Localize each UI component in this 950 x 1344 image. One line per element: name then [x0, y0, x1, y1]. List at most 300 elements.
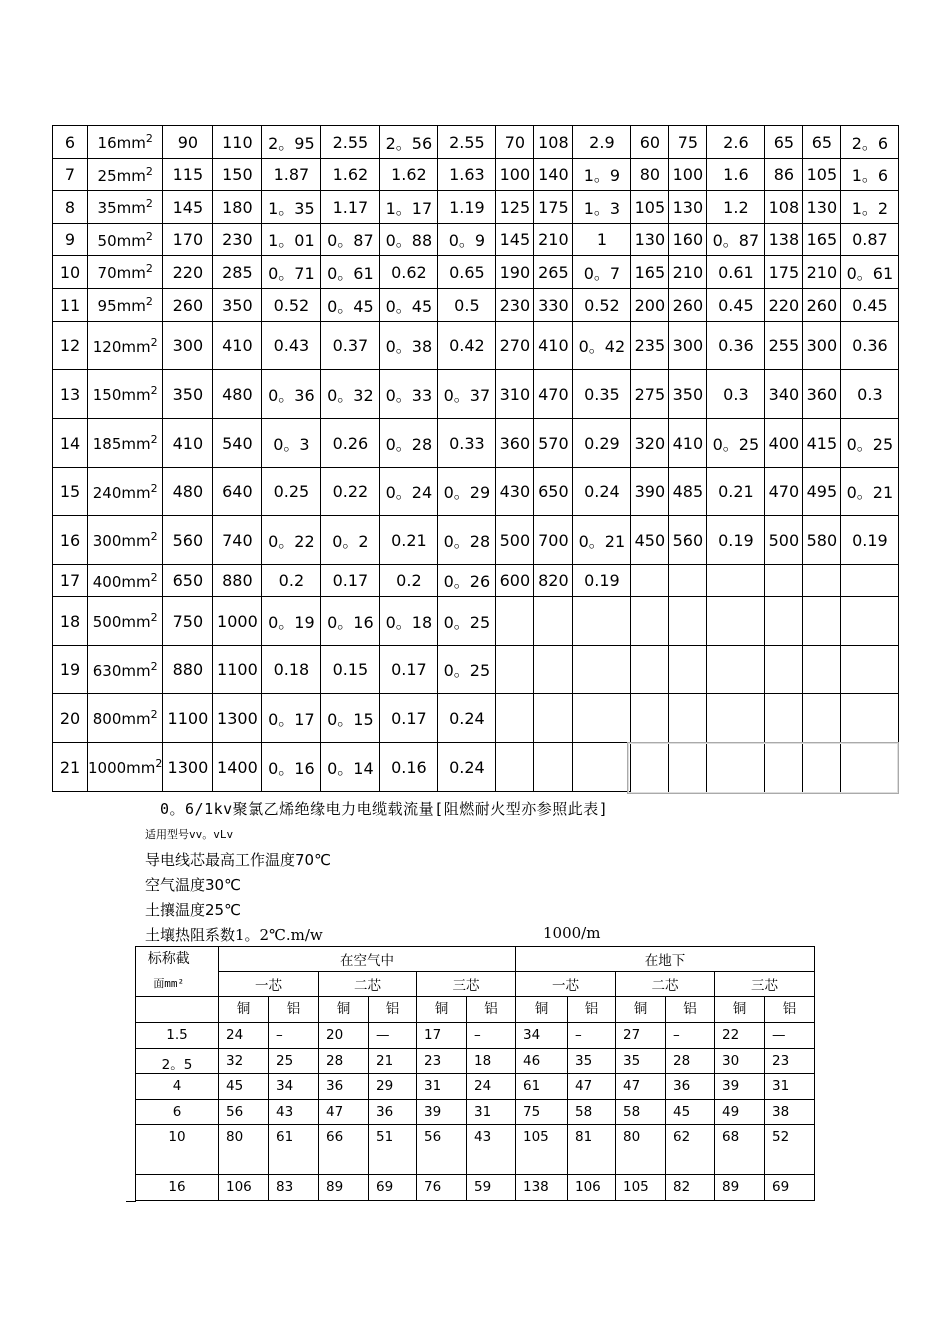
- table-cell: 0.87: [841, 224, 899, 256]
- cross-section: $300mm^2$: [88, 516, 163, 565]
- table-cell: 410: [213, 322, 262, 370]
- aluminum-header: 铝: [269, 997, 319, 1023]
- row-number: 18: [53, 597, 88, 646]
- table-cell: 1。35: [262, 191, 321, 224]
- table-cell: 560: [669, 516, 707, 565]
- copper-header: 铜: [616, 997, 666, 1023]
- row-number: 8: [53, 191, 88, 224]
- table-cell: 0.21: [380, 516, 438, 565]
- table-cell: 0.35: [573, 370, 631, 419]
- table-cell: 145: [163, 191, 213, 224]
- table-cell: 1: [573, 224, 631, 256]
- superscript-2: 2: [145, 262, 153, 275]
- table-cell: 0.61: [707, 256, 765, 289]
- row-number: 19: [53, 646, 88, 694]
- cross-section: $70mm^2$: [88, 256, 163, 289]
- table-cell: –: [467, 1023, 516, 1049]
- table-cell: 82: [666, 1175, 715, 1201]
- table-cell: —: [369, 1023, 417, 1049]
- table-cell: [803, 597, 841, 646]
- table-cell: 1300: [213, 694, 262, 743]
- table-cell: 1.62: [321, 159, 380, 191]
- table-cell: [534, 597, 573, 646]
- table-cell: 2。6: [841, 126, 899, 159]
- air-temperature: 空气温度30℃: [145, 876, 241, 894]
- upper-table-row: [53, 597, 899, 646]
- table-cell: 27: [616, 1023, 666, 1049]
- table-cell: 0。87: [707, 224, 765, 256]
- table-cell: 540: [213, 419, 262, 468]
- table-cell: 24: [467, 1074, 516, 1100]
- table-cell: [841, 597, 899, 646]
- table-cell: 0.24: [438, 694, 496, 743]
- table-cell: [841, 565, 899, 597]
- aluminum-header: 铝: [467, 997, 516, 1023]
- lower-table-body: [136, 1023, 815, 1201]
- table-cell: 34: [516, 1023, 568, 1049]
- table-cell: 190: [496, 256, 534, 289]
- table-cell: 80: [616, 1125, 666, 1175]
- table-cell: 265: [534, 256, 573, 289]
- table-cell: 170: [163, 224, 213, 256]
- table-cell: 47: [319, 1100, 369, 1125]
- table-cell: 0。61: [841, 256, 899, 289]
- table-cell: 1300: [163, 743, 213, 792]
- table-cell: 235: [631, 322, 669, 370]
- superscript-2: 2: [150, 611, 158, 624]
- superscript-2: 2: [145, 197, 153, 210]
- row-number: 13: [53, 370, 88, 419]
- upper-table-row: [53, 370, 899, 419]
- table-cell: 0.18: [262, 646, 321, 694]
- section-title: 0。6/1kv聚氯乙烯绝缘电力电缆载流量[阻燃耐火型亦参照此表]: [160, 800, 609, 818]
- aluminum-header: 铝: [765, 997, 815, 1023]
- table-cell: 0.2: [262, 565, 321, 597]
- row-number: 15: [53, 468, 88, 516]
- upper-table-row: [53, 289, 899, 322]
- table-cell: [534, 694, 573, 743]
- upper-table-row: [53, 159, 899, 191]
- lower-table-row: [136, 1100, 815, 1125]
- superscript-2: 2: [145, 295, 153, 308]
- table-cell: 2。56: [380, 126, 438, 159]
- cross-section: $400mm^2$: [88, 565, 163, 597]
- table-cell: 115: [163, 159, 213, 191]
- table-cell: 58: [616, 1100, 666, 1125]
- table-cell: 23: [417, 1049, 467, 1074]
- table-cell: 28: [319, 1049, 369, 1074]
- table-cell: 0.37: [321, 322, 380, 370]
- table-cell: 410: [534, 322, 573, 370]
- table-cell: 0。33: [380, 370, 438, 419]
- table-cell: [707, 565, 765, 597]
- table-cell: 0。21: [573, 516, 631, 565]
- table-cell: 68: [715, 1125, 765, 1175]
- table-cell: 165: [803, 224, 841, 256]
- cross-section: $35mm^2$: [88, 191, 163, 224]
- table-cell: 1.62: [380, 159, 438, 191]
- table-cell: 1。17: [380, 191, 438, 224]
- cross-section-label-1: 标称截: [147, 951, 190, 967]
- table-cell: [841, 646, 899, 694]
- table-cell: 0.65: [438, 256, 496, 289]
- table-cell: 300: [803, 322, 841, 370]
- table-cell: 0。21: [841, 468, 899, 516]
- lower-table-row: [136, 1049, 815, 1074]
- table-cell: 495: [803, 468, 841, 516]
- table-cell: 350: [669, 370, 707, 419]
- table-cell: 360: [496, 419, 534, 468]
- table-cell: 0。24: [380, 468, 438, 516]
- table-cell: 330: [534, 289, 573, 322]
- table-cell: 175: [765, 256, 803, 289]
- table-cell: 0.3: [707, 370, 765, 419]
- table-cell: 480: [213, 370, 262, 419]
- table-cell: 86: [765, 159, 803, 191]
- table-cell: 165: [631, 256, 669, 289]
- superscript-2: 2: [150, 481, 158, 495]
- cross-section: $120mm^2$: [88, 322, 163, 370]
- table-cell: 580: [803, 516, 841, 565]
- table-cell: 89: [319, 1175, 369, 1201]
- table-cell: 39: [715, 1074, 765, 1100]
- soil-thermal-resistivity: 土壤热阻系数1。2℃.m/w: [145, 926, 323, 944]
- copper-header: 铜: [516, 997, 568, 1023]
- table-cell: 0.2: [380, 565, 438, 597]
- header-row-metal: [136, 997, 815, 1023]
- table-cell: 0.19: [841, 516, 899, 565]
- cross-section: $630mm^2$: [88, 646, 163, 694]
- table-cell: 410: [669, 419, 707, 468]
- table-cell: 38: [765, 1100, 815, 1125]
- table-cell: 500: [765, 516, 803, 565]
- upper-table-row: [53, 646, 899, 694]
- cross-section: $1000mm^2$: [88, 743, 163, 792]
- table-cell: 0.33: [438, 419, 496, 468]
- cross-section: $50mm^2$: [88, 224, 163, 256]
- table-cell: 56: [417, 1125, 467, 1175]
- table-cell: 1。01: [262, 224, 321, 256]
- cross-section-label-2: 面mm²: [153, 977, 185, 990]
- table-cell: 600: [496, 565, 534, 597]
- copper-header: 铜: [219, 997, 269, 1023]
- table-cell: 62: [666, 1125, 715, 1175]
- superscript-2: 2: [150, 570, 158, 584]
- table-cell: 0.26: [321, 419, 380, 468]
- table-cell: 0。87: [321, 224, 380, 256]
- table-cell: 25: [269, 1049, 319, 1074]
- table-cell: [803, 694, 841, 743]
- upper-table-row: [53, 322, 899, 370]
- table-cell: 650: [534, 468, 573, 516]
- superscript-2: 2: [150, 335, 158, 349]
- row-number: 17: [53, 565, 88, 597]
- table-cell: 125: [496, 191, 534, 224]
- table-cell: 0.22: [321, 468, 380, 516]
- table-cell: 0.45: [841, 289, 899, 322]
- cross-section: $240mm^2$: [88, 468, 163, 516]
- ground-single-core: 一芯: [516, 972, 616, 997]
- table-cell: 0。15: [321, 694, 380, 743]
- table-cell: 400: [765, 419, 803, 468]
- table-cell: 138: [765, 224, 803, 256]
- table-cell: 175: [534, 191, 573, 224]
- table-cell: [573, 646, 631, 694]
- table-cell: 35: [616, 1049, 666, 1074]
- table-cell: 0.36: [707, 322, 765, 370]
- cross-section: 1.5: [136, 1023, 219, 1049]
- table-cell: 36: [369, 1100, 417, 1125]
- table-cell: 130: [803, 191, 841, 224]
- upper-table-row: [53, 191, 899, 224]
- table-cell: –: [568, 1023, 616, 1049]
- cross-section: $800mm^2$: [88, 694, 163, 743]
- table-cell: 1.19: [438, 191, 496, 224]
- row-number: 6: [53, 126, 88, 159]
- table-cell: 75: [669, 126, 707, 159]
- aluminum-header: 铝: [369, 997, 417, 1023]
- table-cell: 0。38: [380, 322, 438, 370]
- table-cell: 0.17: [321, 565, 380, 597]
- table-cell: [765, 565, 803, 597]
- table-cell: 260: [803, 289, 841, 322]
- table-cell: 150: [213, 159, 262, 191]
- table-cell: 60: [631, 126, 669, 159]
- table-cell: 110: [213, 126, 262, 159]
- table-cell: 80: [219, 1125, 269, 1175]
- table-cell: [573, 743, 631, 792]
- table-cell: 100: [496, 159, 534, 191]
- table-cell: 0。16: [321, 597, 380, 646]
- table-cell: 28: [666, 1049, 715, 1074]
- table-cell: 31: [467, 1100, 516, 1125]
- table-cell: 0。32: [321, 370, 380, 419]
- table-cell: 58: [568, 1100, 616, 1125]
- table-cell: 0。17: [262, 694, 321, 743]
- table-cell: –: [269, 1023, 319, 1049]
- lower-table-row: [136, 1175, 815, 1201]
- table-cell: 1.17: [321, 191, 380, 224]
- table-cell: 470: [765, 468, 803, 516]
- cross-section: $16mm^2$: [88, 126, 163, 159]
- table-edge-mark: [126, 1201, 136, 1202]
- table-cell: 210: [803, 256, 841, 289]
- table-cell: 1。2: [841, 191, 899, 224]
- table-cell: 2.55: [321, 126, 380, 159]
- lower-table-row: [136, 1074, 815, 1100]
- row-number: 21: [53, 743, 88, 792]
- table-cell: 470: [534, 370, 573, 419]
- cross-section: $500mm^2$: [88, 597, 163, 646]
- air-two-core: 二芯: [319, 972, 417, 997]
- table-cell: 0。9: [438, 224, 496, 256]
- table-cell: 31: [417, 1074, 467, 1100]
- table-cell: 35: [568, 1049, 616, 1074]
- table-cell: 105: [516, 1125, 568, 1175]
- table-cell: 0.42: [438, 322, 496, 370]
- superscript-2: 2: [150, 708, 158, 721]
- table-cell: 65: [803, 126, 841, 159]
- table-cell: 0。2: [321, 516, 380, 565]
- row-number: 14: [53, 419, 88, 468]
- table-cell: 390: [631, 468, 669, 516]
- table-cell: 2.6: [707, 126, 765, 159]
- table-cell: [496, 646, 534, 694]
- table-cell: 0。25: [438, 597, 496, 646]
- max-operating-temperature: 导电线芯最高工作温度70℃: [145, 851, 331, 869]
- table-cell: [534, 743, 573, 792]
- table-cell: 880: [213, 565, 262, 597]
- empty-table-box: [627, 742, 899, 794]
- table-cell: 1.2: [707, 191, 765, 224]
- table-cell: 49: [715, 1100, 765, 1125]
- table-cell: 0.19: [573, 565, 631, 597]
- table-cell: 69: [765, 1175, 815, 1201]
- table-cell: [669, 694, 707, 743]
- superscript-2: 2: [155, 757, 163, 770]
- table-cell: 108: [534, 126, 573, 159]
- table-cell: [765, 597, 803, 646]
- superscript-2: 2: [150, 659, 158, 673]
- table-cell: 0.43: [262, 322, 321, 370]
- table-cell: 0。25: [707, 419, 765, 468]
- underground-header: 在地下: [516, 947, 815, 972]
- table-cell: 47: [616, 1074, 666, 1100]
- table-cell: 59: [467, 1175, 516, 1201]
- table-cell: [765, 694, 803, 743]
- table-cell: 0。61: [321, 256, 380, 289]
- table-cell: 89: [715, 1175, 765, 1201]
- table-cell: [669, 565, 707, 597]
- table-cell: 20: [319, 1023, 369, 1049]
- table-cell: 69: [369, 1175, 417, 1201]
- table-cell: 0.3: [841, 370, 899, 419]
- cross-section: 6: [136, 1100, 219, 1125]
- table-cell: 0.45: [707, 289, 765, 322]
- table-cell: [765, 646, 803, 694]
- table-cell: 90: [163, 126, 213, 159]
- table-cell: 43: [269, 1100, 319, 1125]
- table-cell: [496, 597, 534, 646]
- superscript-2: 2: [150, 433, 158, 446]
- table-cell: 130: [669, 191, 707, 224]
- table-cell: 46: [516, 1049, 568, 1074]
- table-cell: 61: [269, 1125, 319, 1175]
- table-cell: 30: [715, 1049, 765, 1074]
- table-cell: 0。14: [321, 743, 380, 792]
- table-cell: 0。88: [380, 224, 438, 256]
- table-cell: 500: [496, 516, 534, 565]
- table-cell: 105: [631, 191, 669, 224]
- table-cell: 820: [534, 565, 573, 597]
- table-cell: 360: [803, 370, 841, 419]
- table-cell: 83: [269, 1175, 319, 1201]
- table-cell: 31: [765, 1074, 815, 1100]
- table-cell: 34: [269, 1074, 319, 1100]
- table-cell: 880: [163, 646, 213, 694]
- table-cell: 108: [765, 191, 803, 224]
- table-cell: 0.36: [841, 322, 899, 370]
- table-cell: 0.62: [380, 256, 438, 289]
- table-cell: 1000: [213, 597, 262, 646]
- table-cell: 66: [319, 1125, 369, 1175]
- table-cell: 300: [669, 322, 707, 370]
- lower-table-row: [136, 1125, 815, 1175]
- table-cell: 39: [417, 1100, 467, 1125]
- table-cell: 0。3: [262, 419, 321, 468]
- table-cell: 0.15: [321, 646, 380, 694]
- table-cell: 210: [534, 224, 573, 256]
- table-cell: 29: [369, 1074, 417, 1100]
- table-cell: 1400: [213, 743, 262, 792]
- upper-table-row: [53, 565, 899, 597]
- cross-section: $95mm^2$: [88, 289, 163, 322]
- upper-table-body: [53, 126, 899, 792]
- table-cell: 270: [496, 322, 534, 370]
- cross-section-header: [136, 947, 219, 997]
- table-cell: 0。26: [438, 565, 496, 597]
- table-cell: 0。36: [262, 370, 321, 419]
- table-cell: [631, 694, 669, 743]
- table-cell: 255: [765, 322, 803, 370]
- table-cell: 260: [669, 289, 707, 322]
- cross-section: $25mm^2$: [88, 159, 163, 191]
- table-cell: [573, 597, 631, 646]
- table-cell: 1100: [163, 694, 213, 743]
- table-cell: [803, 565, 841, 597]
- table-cell: 0.5: [438, 289, 496, 322]
- table-cell: 1.6: [707, 159, 765, 191]
- table-cell: 17: [417, 1023, 467, 1049]
- table-cell: 1.87: [262, 159, 321, 191]
- table-cell: 0.29: [573, 419, 631, 468]
- table-cell: 0.24: [438, 743, 496, 792]
- copper-header: 铜: [715, 997, 765, 1023]
- air-three-core: 三芯: [417, 972, 516, 997]
- table-cell: 51: [369, 1125, 417, 1175]
- table-cell: 220: [765, 289, 803, 322]
- table-cell: 45: [219, 1074, 269, 1100]
- table-cell: 70: [496, 126, 534, 159]
- row-number: 16: [53, 516, 88, 565]
- metal-blank: [136, 997, 219, 1023]
- table-cell: 32: [219, 1049, 269, 1074]
- table-cell: 36: [319, 1074, 369, 1100]
- cross-section: 4: [136, 1074, 219, 1100]
- table-cell: 430: [496, 468, 534, 516]
- copper-header: 铜: [417, 997, 467, 1023]
- table-cell: 0.17: [380, 646, 438, 694]
- table-cell: [669, 646, 707, 694]
- table-cell: 0。16: [262, 743, 321, 792]
- table-cell: 340: [765, 370, 803, 419]
- table-cell: 0。25: [841, 419, 899, 468]
- table-cell: 61: [516, 1074, 568, 1100]
- table-cell: 24: [219, 1023, 269, 1049]
- table-cell: 0.17: [380, 694, 438, 743]
- header-row-2: [136, 972, 815, 997]
- superscript-2: 2: [150, 530, 158, 543]
- table-cell: [707, 646, 765, 694]
- air-single-core: 一芯: [219, 972, 319, 997]
- table-cell: 2.55: [438, 126, 496, 159]
- table-cell: 0。71: [262, 256, 321, 289]
- table-cell: 310: [496, 370, 534, 419]
- table-cell: [803, 646, 841, 694]
- table-cell: —: [765, 1023, 815, 1049]
- table-cell: 200: [631, 289, 669, 322]
- table-cell: 65: [765, 126, 803, 159]
